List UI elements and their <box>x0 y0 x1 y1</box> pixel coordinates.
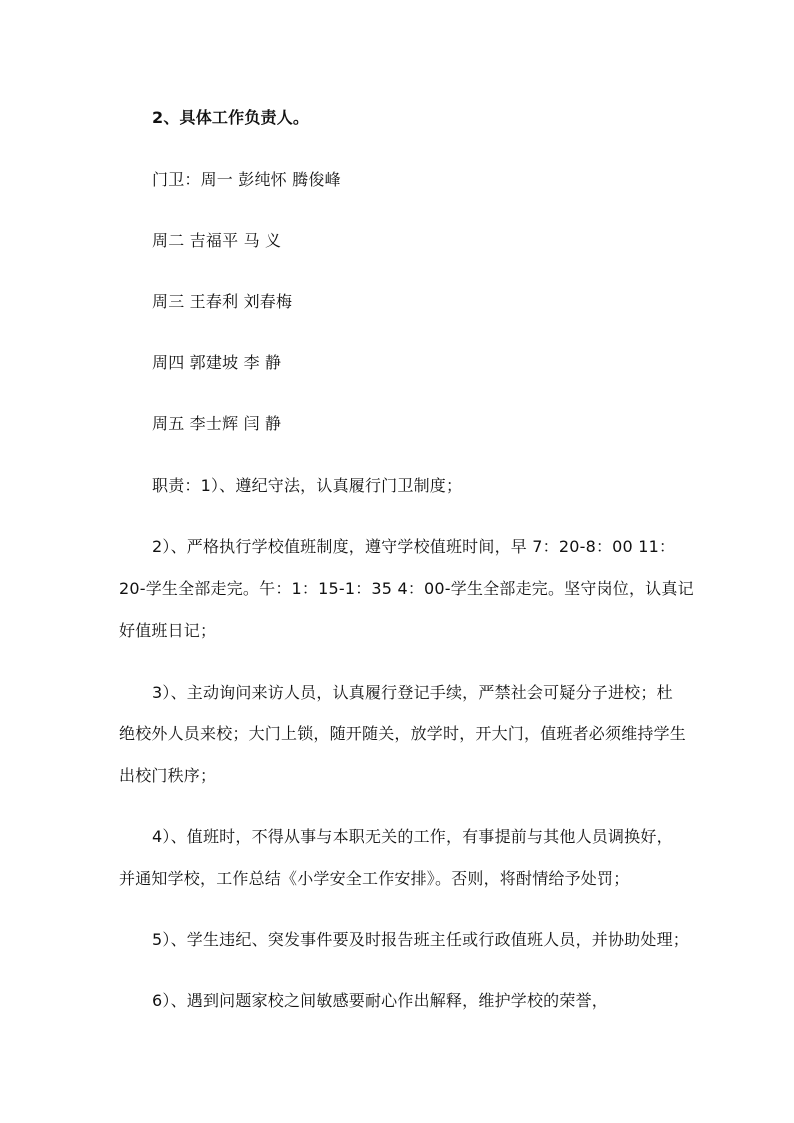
duty-2-line-1: 2）、严格执行学校值班制度，遵守学校值班时间，早 7：20-8：00 11： <box>152 537 676 556</box>
duty-3-line-3: 出校门秩序； <box>119 766 217 785</box>
roster-wednesday: 周三 王春利 刘春梅 <box>152 292 293 311</box>
duty-4-line-2: 并通知学校，工作总结《小学安全工作安排》。否则，将酎情给予处罚； <box>119 869 630 888</box>
roster-monday: 门卫：周一 彭纯怀 腾俊峰 <box>152 170 341 189</box>
duty-4-line-1: 4）、值班时，不得从事与本职无关的工作，有事提前与其他人员调换好， <box>152 827 673 846</box>
roster-friday: 周五 李士辉 闫 静 <box>152 414 282 433</box>
roster-tuesday: 周二 吉福平 马 义 <box>152 231 282 250</box>
duty-1: 职责：1）、遵纪守法，认真履行门卫制度； <box>152 476 463 495</box>
duty-2-line-3: 好值班日记； <box>119 621 217 640</box>
roster-thursday: 周四 郭建坡 李 静 <box>152 353 282 372</box>
duty-3-line-2: 绝校外人员来校；大门上锁，随开随关，放学时，开大门，值班者必须维持学生 <box>119 724 687 743</box>
section-heading: 2、具体工作负责人。 <box>152 108 310 127</box>
duty-2-line-2: 20-学生全部走完。午：1：15-1：35 4：00-学生全部走完。坚守岗位，认真记 <box>119 579 694 598</box>
duty-3-line-1: 3）、主动询问来访人员，认真履行登记手续，严禁社会可疑分子进校；杜 <box>152 683 673 702</box>
duty-5: 5）、学生违纪、突发事件要及时报告班主任或行政值班人员，并协助处理； <box>152 930 689 949</box>
duty-6: 6）、遇到问题家校之间敏感要耐心作出解释，维护学校的荣誉， <box>152 991 608 1010</box>
